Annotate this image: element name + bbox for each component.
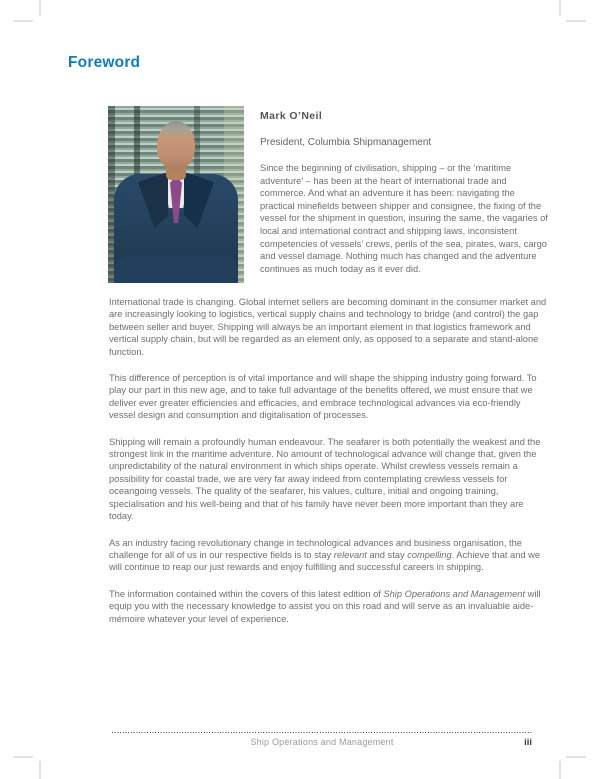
body-paragraph: As an industry facing revolutionary change in technological advances and business organisation, the challenge for all of us in our respective fields is to stay relevant and stay compelling. Achieve that and we will continue to reap our just rewards and enjoy fulfilling and successful careers in shipping. — [109, 537, 541, 573]
author-role: President, Columbia Shipmanagement — [260, 137, 432, 148]
crop-mark-bottom-left-v — [39, 761, 41, 779]
crop-mark-bottom-left-h — [13, 756, 33, 758]
author-profile — [260, 110, 548, 275]
foreword-body — [109, 296, 549, 639]
portrait-head-shape — [157, 121, 195, 170]
author-name: Mark O’Neil — [260, 110, 323, 122]
page-footer — [112, 732, 532, 747]
page-title: Foreword — [68, 54, 141, 71]
portrait-crossed-arms-shape — [114, 256, 238, 283]
body-paragraph: Shipping will remain a profoundly human endeavour. The seafarer is both potentially the weakest and the strongest link in the maritime adventure. No amount of technological advance will change that, given the unpredictability of the natural environment in which ships operate. Whilst crewless vessels remain a possibility for coastal trade, we are very far away indeed from contemplating crewless vessels for oceangoing vessels. The quality of the seafarer, his values, culture, initial and ongoing training, specialisation and his well-being and that of his family have never been more important than they are today. — [109, 436, 541, 522]
footer-dotted-rule — [112, 732, 532, 734]
body-paragraph: International trade is changing. Global internet sellers are becoming dominant in the consumer market and are increasingly looking to logistics, vertical supply chains and technology to bridge (and control) the gap between seller and buyer. Shipping will always be an important element in that logistics framework and vertical supply chain, but will be regarded as an element only, as opposed to a separate and stand-alone function. — [109, 297, 547, 357]
author-intro-paragraph: Since the beginning of civilisation, shipping – or the ‘maritime adventure’ – has been at the heart of international trade and commerce. And what an adventure it has been: navigating the practical minefields between shipper and consignee, the fixing of the vessel for the shipment in question, insuring the same, the vagaries of local and international contract and shipping laws, inconsistent competencies of vessels’ crews, perils of the sea, pirates, wars, cargo and vessel damage. Nothing much has changed and the adventure continues as much today as it ever did. — [260, 163, 548, 274]
body-paragraph: The information contained within the covers of this latest edition of Ship Operations and Management will equip you with the necessary knowledge to assist you on this road and will serve as an invaluable aide-mémoire whatever your level of experience. — [109, 588, 541, 624]
footer-book-title: Ship Operations and Management — [250, 737, 394, 747]
footer-page-number: iii — [524, 737, 532, 748]
crop-mark-bottom-right-v — [559, 761, 561, 779]
crop-mark-top-right-v — [559, 0, 561, 16]
crop-mark-top-right-h — [566, 20, 586, 22]
crop-mark-top-left-v — [39, 0, 41, 16]
crop-mark-bottom-right-h — [566, 756, 586, 758]
portrait-photo — [108, 106, 244, 283]
body-paragraph: This difference of perception is of vital importance and will shape the shipping industry going forward. To play our part in this new age, and to take full advantage of the benefits offered, we must ensure that we deliver ever greater efficiencies and efficacies, and embrace technological advances via eco-friendly vessel design and consumption and digitalisation of processes. — [109, 373, 537, 421]
crop-mark-top-left-h — [13, 20, 33, 22]
